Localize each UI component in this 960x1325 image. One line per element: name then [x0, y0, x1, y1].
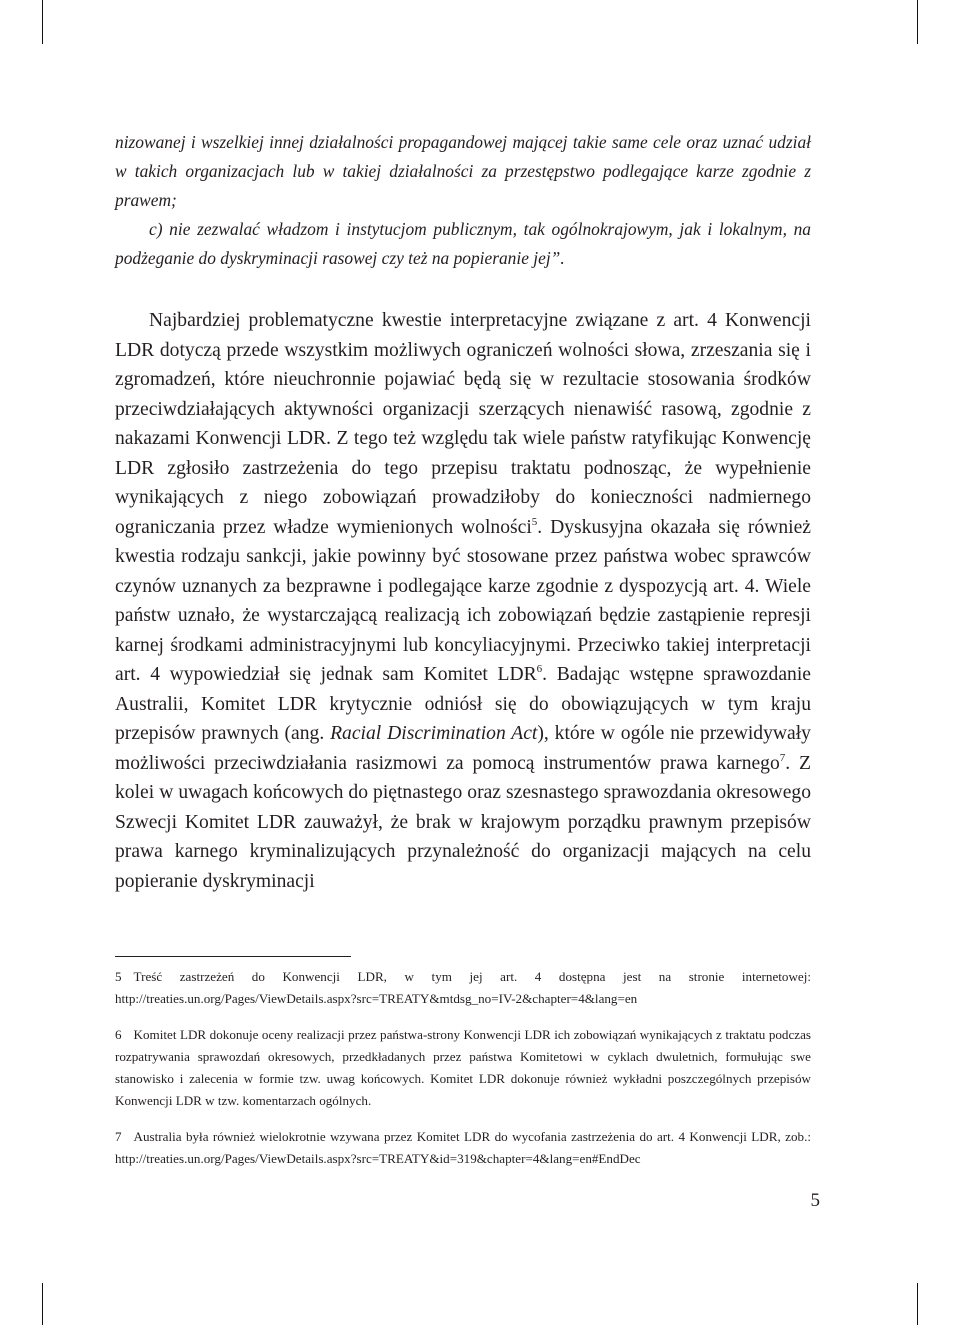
footnote-number: 6 [115, 1027, 122, 1042]
quote-paragraph: nizowanej i wszelkiej innej działalności propagandowej mającej takie same cele oraz uznać udział w takich organizacjach lub w takiej działalności za przestępstwo podlegające karze zgodnie z prawem; [115, 132, 811, 210]
crop-mark-bottom-left [42, 1283, 43, 1325]
footnote-ref: 5 [531, 515, 538, 528]
crop-mark-top-left [42, 0, 43, 44]
footnotes [115, 966, 811, 1184]
crop-mark-bottom-right [917, 1283, 918, 1325]
quoted-convention-text [115, 128, 811, 273]
footnote [115, 1126, 811, 1170]
footnote-text: Australia była również wielokrotnie wzywana przez Komitet LDR do wycofania zastrzeżenia do art. 4 Konwencji LDR, zob.: http://treaties.un.org/Pages/ViewDetails.aspx?src=TREATY&id=319&chapter=4&lang=en#EndDec [115, 1129, 811, 1166]
footnote-text: Komitet LDR dokonuje oceny realizacji przez państwa-strony Konwencji LDR ich zobowiązań wynikających z traktatu podczas rozpatrywania sprawozdań okresowych, przedkładanych przez państwa Komitetowi w cyklach dwuletnich, formułując swe stanowisko i zalecenia w formie tzw. uwag końcowych. Komitet LDR dokonuje również wykładni poszczególnych przepisów Konwencji LDR w tzw. komentarzach ogólnych. [115, 1027, 811, 1108]
page-number: 5 [810, 1190, 820, 1211]
footnote-ref: 6 [536, 663, 543, 675]
footnote [115, 1024, 811, 1112]
body-text: . Dyskusyjna okazała się również kwestia rodzaju sankcji, jakie powinny być stosowane przez państwa wobec sprawców czynów uznanych za bezprawne i podlegające karze zgodnie z dyspozycją art. 4. Wiele państw uznało, że wystarczającą realizacją ich zobowiązań będzie zastąpienie represji karnej środkami administracyjnymi lub koncyliacyjnymi. Przeciwko takiej interpretacji art. 4 wypowiedział się jednak sam Komitet LDR [115, 516, 811, 685]
body-text: . Z kolei w uwagach końcowych do piętnastego oraz szesnastego sprawozdania okresowego Szwecji Komitet LDR zauważył, że brak w krajowym porządku prawnym przepisów prawa karnego kryminalizujących przynależność do organizacji mających na celu popieranie dyskryminacji [115, 752, 811, 892]
footnote-separator [115, 956, 351, 957]
body-paragraph [115, 306, 811, 896]
body-text: ), które w ogóle nie przewidywały możliwości przeciwdziałania rasizmowi za pomocą instrumentów prawa karnego [115, 723, 811, 774]
footnote-text: Treść zastrzeżeń do Konwencji LDR, w tym jej art. 4 dostępna jest na stronie internetowej: http://treaties.un.org/Pages/ViewDetails.aspx?src=TREATY&mtdsg_no=IV-2&chapter=4&lang=en [115, 969, 811, 1006]
main-text [115, 306, 811, 896]
footnote-number: 7 [115, 1129, 122, 1144]
crop-mark-top-right [917, 0, 918, 44]
body-text: . Badając wstępne sprawozdanie Australii, Komitet LDR krytycznie odniósł się do obowiązujących w tym kraju przepisów prawnych (ang. [115, 664, 811, 744]
footnote-ref: 7 [779, 751, 786, 764]
footnote [115, 966, 811, 1010]
body-text: Najbardziej problematyczne kwestie interpretacyjne związane z art. 4 Konwencji LDR dotyczą przede wszystkim możliwych ograniczeń wolności słowa, zrzeszania się i zgromadzeń, które nieuchronnie pojawiać będą się w rezultacie stosowania środków przeciwdziałających aktywności organizacji szerzących nienawiść rasową, zgodnie z nakazami Konwencji LDR. Z tego też względu tak wiele państw ratyfikując Konwencję LDR zgłosiło zastrzeżenia do tego przepisu traktatu podnosząc, że wypełnienie wynikających z niego zobowiązań prowadziłoby do konieczności nadmiernego ograniczania przez władze wymienionych wolności [115, 310, 811, 538]
quote-paragraph: c) nie zezwalać władzom i instytucjom publicznym, tak ogólnokrajowym, jak i lokalnym, na podżeganie do dyskryminacji rasowej czy też na popieranie jej”. [115, 219, 811, 268]
act-title: Racial Discrimination Act [330, 723, 538, 744]
footnote-number: 5 [115, 969, 122, 984]
